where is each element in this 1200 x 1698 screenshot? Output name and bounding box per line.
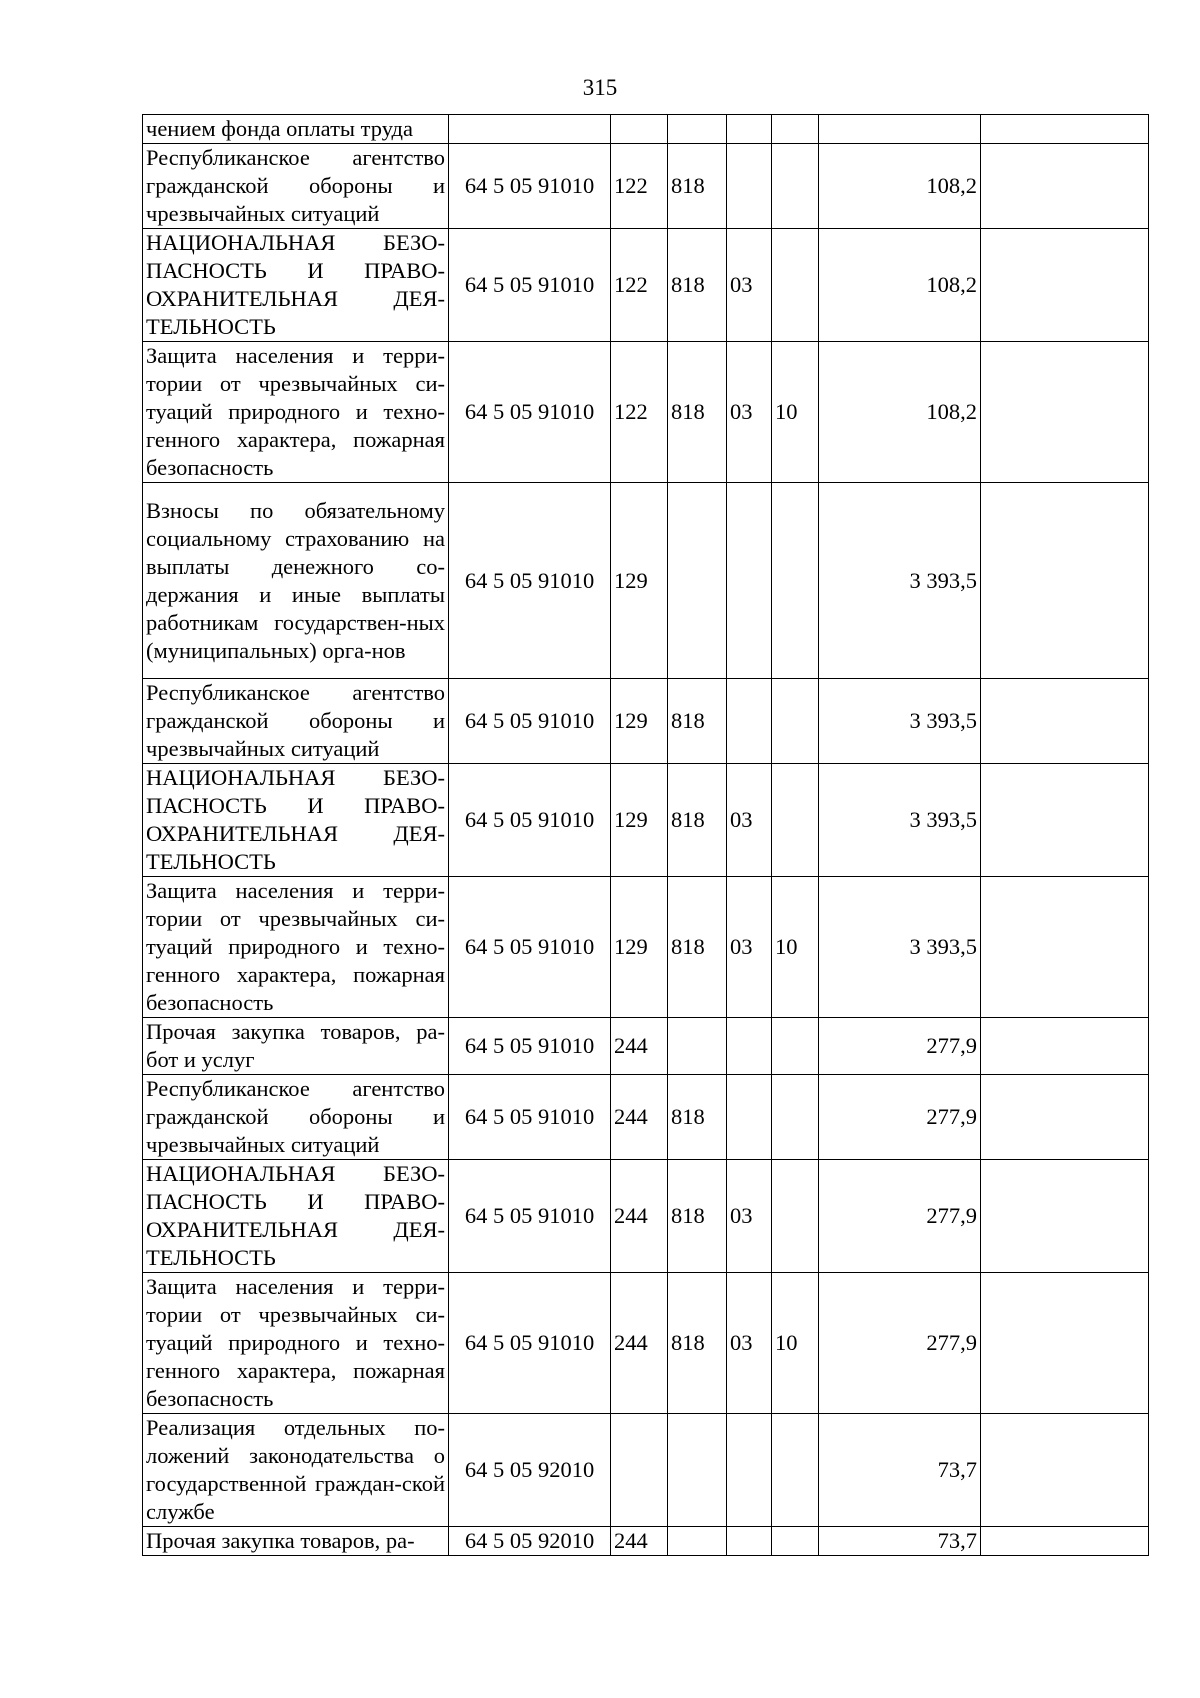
expense-type-cell: 129 [611, 483, 668, 679]
extra-cell [981, 115, 1149, 144]
table-row [143, 764, 1149, 877]
department-code-cell: 818 [668, 1160, 727, 1273]
table-row [143, 1018, 1149, 1075]
department-code-cell: 818 [668, 342, 727, 483]
extra-cell [981, 229, 1149, 342]
subsection-cell [772, 1527, 819, 1556]
target-code-cell: 64 5 05 92010 [449, 1414, 611, 1527]
amount-cell: 3 393,5 [819, 764, 981, 877]
amount-cell: 108,2 [819, 342, 981, 483]
target-code-cell: 64 5 05 91010 [449, 342, 611, 483]
subsection-cell [772, 764, 819, 877]
amount-cell: 277,9 [819, 1160, 981, 1273]
row-name-cell: НАЦИОНАЛЬНАЯ БЕЗО-ПАСНОСТЬ И ПРАВО-ОХРАНИТЕЛЬНАЯ ДЕЯ-ТЕЛЬНОСТЬ [143, 764, 449, 877]
expense-type-cell: 129 [611, 764, 668, 877]
amount-cell: 3 393,5 [819, 877, 981, 1018]
table-row [143, 1075, 1149, 1160]
department-code-cell: 818 [668, 229, 727, 342]
row-name-cell: Защита населения и терри-тории от чрезвычайных си-туаций природного и техно-генного характера, пожарная безопасность [143, 877, 449, 1018]
table-row [143, 1414, 1149, 1527]
target-code-cell: 64 5 05 91010 [449, 229, 611, 342]
amount-cell: 277,9 [819, 1273, 981, 1414]
subsection-cell [772, 1160, 819, 1273]
expense-type-cell: 244 [611, 1273, 668, 1414]
subsection-cell [772, 483, 819, 679]
extra-cell [981, 342, 1149, 483]
section-cell: 03 [727, 229, 772, 342]
row-name-cell: Республиканское агентство гражданской обороны и чрезвычайных ситуаций [143, 144, 449, 229]
extra-cell [981, 679, 1149, 764]
row-name-cell: Взносы по обязательному социальному страхованию на выплаты денежного со-держания и иные выплаты работникам государствен-ных (муниципальных) орга-нов [143, 483, 449, 679]
section-cell [727, 1414, 772, 1527]
table-row [143, 1160, 1149, 1273]
amount-cell: 3 393,5 [819, 483, 981, 679]
target-code-cell: 64 5 05 91010 [449, 1273, 611, 1414]
department-code-cell [668, 1018, 727, 1075]
row-name-cell: Прочая закупка товаров, ра- [143, 1527, 449, 1556]
expense-type-cell: 244 [611, 1527, 668, 1556]
extra-cell [981, 483, 1149, 679]
extra-cell [981, 144, 1149, 229]
expense-type-cell: 244 [611, 1018, 668, 1075]
amount-cell [819, 115, 981, 144]
table-row [143, 342, 1149, 483]
department-code-cell: 818 [668, 679, 727, 764]
subsection-cell [772, 115, 819, 144]
table-row [143, 1273, 1149, 1414]
row-name-cell: чением фонда оплаты труда [143, 115, 449, 144]
extra-cell [981, 1414, 1149, 1527]
page-number: 315 [582, 75, 618, 100]
target-code-cell: 64 5 05 91010 [449, 1018, 611, 1075]
department-code-cell: 818 [668, 764, 727, 877]
section-cell: 03 [727, 764, 772, 877]
section-cell: 03 [727, 877, 772, 1018]
subsection-cell [772, 1414, 819, 1527]
section-cell [727, 679, 772, 764]
row-name-cell: Реализация отдельных по-ложений законодательства о государственной граждан-ской службе [143, 1414, 449, 1527]
extra-cell [981, 1273, 1149, 1414]
expense-type-cell [611, 115, 668, 144]
department-code-cell [668, 1414, 727, 1527]
department-code-cell: 818 [668, 1273, 727, 1414]
amount-cell: 108,2 [819, 144, 981, 229]
table-row [143, 877, 1149, 1018]
department-code-cell: 818 [668, 877, 727, 1018]
department-code-cell [668, 483, 727, 679]
subsection-cell [772, 144, 819, 229]
section-cell: 03 [727, 342, 772, 483]
target-code-cell: 64 5 05 91010 [449, 679, 611, 764]
target-code-cell: 64 5 05 92010 [449, 1527, 611, 1556]
department-code-cell [668, 1527, 727, 1556]
subsection-cell: 10 [772, 1273, 819, 1414]
section-cell [727, 144, 772, 229]
subsection-cell [772, 679, 819, 764]
row-name-cell: НАЦИОНАЛЬНАЯ БЕЗО-ПАСНОСТЬ И ПРАВО-ОХРАНИТЕЛЬНАЯ ДЕЯ-ТЕЛЬНОСТЬ [143, 1160, 449, 1273]
extra-cell [981, 764, 1149, 877]
section-cell: 03 [727, 1160, 772, 1273]
amount-cell: 108,2 [819, 229, 981, 342]
extra-cell [981, 1018, 1149, 1075]
row-name-cell: НАЦИОНАЛЬНАЯ БЕЗО-ПАСНОСТЬ И ПРАВО-ОХРАНИТЕЛЬНАЯ ДЕЯ-ТЕЛЬНОСТЬ [143, 229, 449, 342]
row-name-cell: Защита населения и терри-тории от чрезвычайных си-туаций природного и техно-генного характера, пожарная безопасность [143, 1273, 449, 1414]
extra-cell [981, 1160, 1149, 1273]
table-body [143, 115, 1149, 1556]
department-code-cell: 818 [668, 1075, 727, 1160]
target-code-cell: 64 5 05 91010 [449, 144, 611, 229]
subsection-cell [772, 229, 819, 342]
extra-cell [981, 1075, 1149, 1160]
extra-cell [981, 877, 1149, 1018]
subsection-cell: 10 [772, 342, 819, 483]
subsection-cell [772, 1018, 819, 1075]
row-name-cell: Республиканское агентство гражданской обороны и чрезвычайных ситуаций [143, 679, 449, 764]
subsection-cell [772, 1075, 819, 1160]
expense-type-cell: 122 [611, 342, 668, 483]
row-name-cell: Прочая закупка товаров, ра-бот и услуг [143, 1018, 449, 1075]
target-code-cell: 64 5 05 91010 [449, 877, 611, 1018]
expense-type-cell: 122 [611, 229, 668, 342]
expense-type-cell: 129 [611, 679, 668, 764]
amount-cell: 73,7 [819, 1414, 981, 1527]
section-cell [727, 483, 772, 679]
row-name-cell: Республиканское агентство гражданской обороны и чрезвычайных ситуаций [143, 1075, 449, 1160]
table-row [143, 144, 1149, 229]
department-code-cell: 818 [668, 144, 727, 229]
expense-type-cell: 129 [611, 877, 668, 1018]
section-cell: 03 [727, 1273, 772, 1414]
amount-cell: 3 393,5 [819, 679, 981, 764]
expense-type-cell [611, 1414, 668, 1527]
row-name-cell: Защита населения и терри-тории от чрезвычайных си-туаций природного и техно-генного характера, пожарная безопасность [143, 342, 449, 483]
table-row [143, 229, 1149, 342]
section-cell [727, 115, 772, 144]
extra-cell [981, 1527, 1149, 1556]
expense-type-cell: 122 [611, 144, 668, 229]
table-row [143, 1527, 1149, 1556]
subsection-cell: 10 [772, 877, 819, 1018]
amount-cell: 277,9 [819, 1075, 981, 1160]
table-row [143, 679, 1149, 764]
budget-table [142, 114, 1149, 1556]
table-row [143, 115, 1149, 144]
target-code-cell: 64 5 05 91010 [449, 483, 611, 679]
target-code-cell [449, 115, 611, 144]
target-code-cell: 64 5 05 91010 [449, 764, 611, 877]
expense-type-cell: 244 [611, 1160, 668, 1273]
section-cell [727, 1018, 772, 1075]
expense-type-cell: 244 [611, 1075, 668, 1160]
amount-cell: 73,7 [819, 1527, 981, 1556]
amount-cell: 277,9 [819, 1018, 981, 1075]
department-code-cell [668, 115, 727, 144]
table-row [143, 483, 1149, 679]
section-cell [727, 1075, 772, 1160]
target-code-cell: 64 5 05 91010 [449, 1160, 611, 1273]
target-code-cell: 64 5 05 91010 [449, 1075, 611, 1160]
section-cell [727, 1527, 772, 1556]
